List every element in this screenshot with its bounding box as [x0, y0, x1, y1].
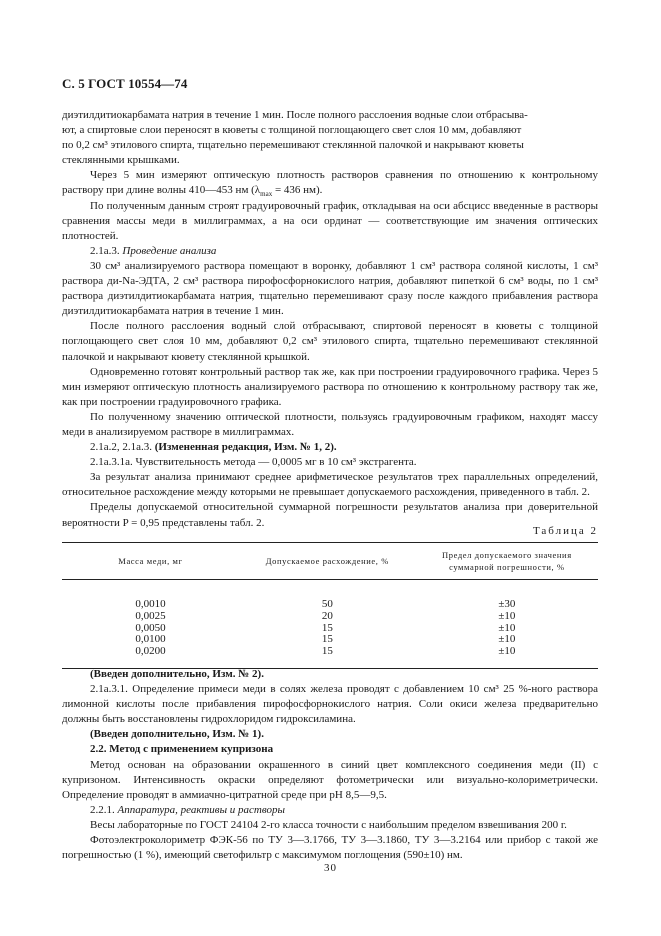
paragraph-limits: Пределы допускаемой относительной суммарной погрешности результатов анализа при доверительной вероятности P = 0,95 представлены табл. 2.: [62, 501, 598, 529]
introduced-note-1: (Введен дополнительно, Изм. № 1).: [90, 728, 264, 741]
table-caption: Таблица 2: [532, 525, 598, 537]
paragraph-result: За результат анализа принимают среднее арифметическое результатов трех параллельных определений, относительное расхождение между которыми не превышает допускаемого расхождения, приведенного в табл. 2.: [62, 471, 598, 499]
section-number: 2.2.1.: [90, 803, 118, 816]
section-title: Аппаратура, реактивы и растворы: [117, 803, 285, 816]
section-title: Проведение анализа: [122, 244, 217, 257]
paragraph-method: Метод основан на образовании окрашенного в синий цвет комплексного соединения меди (II) с купризоном. Интенсивность окраски определяют фотометрически или визуально-колориметрически. Определение проводят в аммиачно-цитратной среде при pH 8,5—9,5.: [62, 758, 598, 801]
cell-mass: 0,0200: [62, 646, 239, 668]
revision-note: [62, 440, 598, 455]
revision-prefix: 2.1а.2, 2.1а.3.: [90, 441, 155, 454]
paragraph-iron-salts: 2.1а.3.1. Определение примеси меди в солях железа проводят с добавлением 10 см³ 25 %-ного раствора лимонной кислоты после прибавления пирофосфорнокислого натрия. Соли окиси железа предварительно должны быть восстановлены гидрохлоридом гидроксиламина.: [62, 683, 598, 726]
paragraph-graph: По полученным данным строят градуировочный график, откладывая на оси абсцисс введенные в растворы сравнения массы меди в миллиграммах, а на оси ординат — соответствующие им значения оптических плотностей.: [62, 199, 598, 242]
cell-divergence: 15: [321, 633, 333, 646]
cell-divergence: 50: [321, 598, 333, 610]
introduced-note-2: (Введен дополнительно, Изм. № 2).: [90, 668, 264, 680]
cell-divergence: 15: [239, 646, 416, 668]
table-row: [62, 611, 598, 623]
paragraph-scales: Весы лабораторные по ГОСТ 24104 2-го класса точности с наибольшим пределом взвешивания 200 г.: [90, 818, 567, 831]
continued-line-3: по 0,2 см³ этилового спирта, тщательно перемешивают стеклянной палочкой и накрывают кюветы: [62, 139, 524, 152]
header-divergence: Допускаемое расхождение, %: [239, 543, 416, 580]
paragraph-photocolorimeter: Фотоэлектроколориметр ФЭК-56 по ТУ 3—3.1766, ТУ 3—3.1860, ТУ 3—3.2164 или прибор с такой же погрешностью (1 %), имеющий светофильтр с максимумом поглощения (590±10) нм.: [62, 834, 598, 862]
measure-text-end: = 436 нм).: [272, 184, 323, 197]
table-header-row: [62, 543, 598, 580]
cell-error: ±30: [498, 598, 516, 610]
cell-error: ±10: [498, 633, 516, 646]
paragraph-analysis-2: После полного расслоения водный слой отбрасывают, спиртовой переносят в кюветы с толщиной поглощающего свет слоя 10 мм, добавляют 0,2 см³ этилового спирта, тщательно перемешивают стеклянной палочкой и накрывают кювету стеклянной крышкой.: [62, 320, 598, 363]
section-2-2-1-heading: [62, 803, 598, 818]
cell-divergence: 20: [321, 609, 333, 622]
cell-mass: 0,0010: [135, 598, 166, 610]
table-row: [62, 580, 598, 611]
section-2-1a3-heading: [62, 244, 598, 259]
continued-line-2: ют, а спиртовые слои переносят в кюветы с толщиной поглощающего свет слоя 10 мм, добавляют: [62, 124, 522, 137]
lambda-subscript: max: [260, 190, 273, 199]
continued-line-1: диэтилдитиокарбамата натрия в течение 1 мин. После полного расслоения водные слои отбрасыва-: [62, 109, 528, 121]
paragraph-analysis-1: 30 см³ анализируемого раствора помещают в воронку, добавляют 1 см³ раствора соляной кислоты, 1 см³ раствора ди-Na-ЭДТА, 2 см³ раствора пирофосфорнокислого натрия, добавляют пипеткой 6 см³ воды, по 1 см³ раствора диэтилдитиокарбамата натрия, тщательно перемешивают сразу после каждого прибавления раствора диэтилдитиокарбамата натрия в течение 1 мин.: [62, 259, 598, 318]
cell-mass: 0,0025: [135, 609, 166, 622]
paragraph-mass: По полученному значению оптической плотности, пользуясь градуировочным графиком, находят массу меди в анализируемом растворе в миллиграммах.: [62, 410, 598, 438]
revision-bold: (Измененная редакция, Изм. № 1, 2).: [154, 441, 337, 454]
text-block-top: [62, 108, 598, 531]
header-mass: Масса меди, мг: [62, 543, 239, 580]
header-error-limit: Предел допускаемого значения суммарной погрешности, %: [416, 543, 598, 580]
text-block-bottom: [62, 667, 598, 863]
cell-divergence: 15: [321, 621, 333, 634]
measure-text: Через 5 мин измеряют оптическую плотность растворов сравнения по отношению к контрольному раствору при длине волны 410—453 нм (λ: [62, 169, 598, 197]
cell-mass: 0,0100: [135, 633, 166, 646]
paragraph-measure: [62, 168, 598, 198]
page-header: С. 5 ГОСТ 10554—74: [62, 76, 188, 91]
cell-error: ±10: [498, 609, 516, 622]
cell-error: ±10: [498, 621, 516, 634]
page-number: 30: [324, 862, 337, 874]
paragraph-sensitivity: 2.1а.3.1а. Чувствительность метода — 0,0005 мг в 10 см³ экстрагента.: [90, 456, 417, 469]
section-number: 2.1а.3.: [90, 244, 123, 257]
section-2-2-heading: 2.2. Метод с применением купризона: [90, 743, 274, 756]
table-2: [62, 542, 598, 669]
cell-mass: 0,0050: [135, 621, 166, 634]
cell-error: ±10: [416, 646, 598, 668]
continued-line-4: стеклянными крышками.: [62, 154, 180, 167]
paragraph-control: Одновременно готовят контрольный раствор так же, как при построении градуировочного графика. Через 5 мин измеряют оптическую плотность анализируемого раствора по отношению к контрольному раствору так же, как при построении градуировочного графика.: [62, 365, 598, 408]
table-row: [62, 646, 598, 668]
